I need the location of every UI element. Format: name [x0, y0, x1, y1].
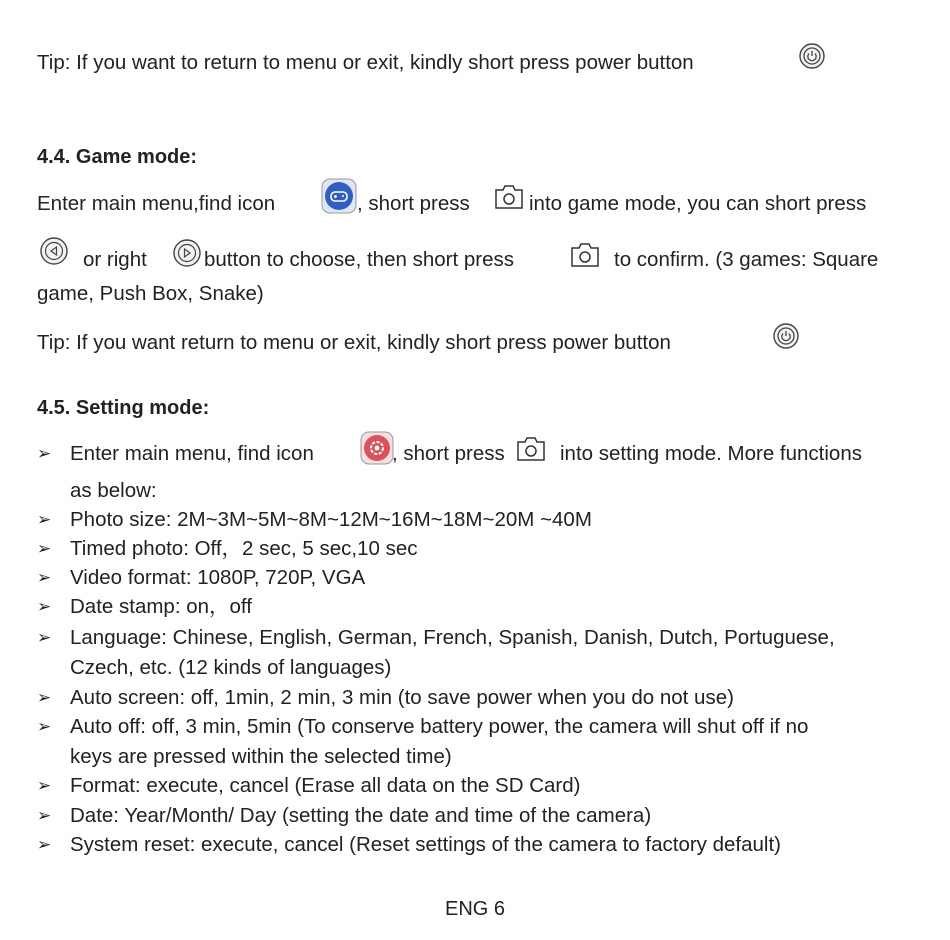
bullet-arrow-icon: ➢ [37, 688, 52, 707]
game-mode-text-c [529, 191, 866, 217]
setting-mode-heading: 4.5. Setting mode: [37, 397, 210, 419]
tip-text: Tip: If you want to return to menu or exit, kindly short press power button [37, 51, 694, 74]
game-mode-text-or-right [83, 247, 147, 273]
camera-button-icon [570, 242, 600, 268]
list-item-text: Timed photo: Off，2 sec, 5 sec,10 sec [70, 537, 418, 560]
bullet-arrow-icon: ➢ [37, 717, 52, 736]
bullet-arrow-icon: ➢ [37, 628, 52, 647]
list-item-continuation: keys are pressed within the selected time) [70, 745, 452, 768]
text-segment: Enter main menu, find icon [70, 442, 314, 465]
text-segment: as below: [70, 479, 157, 502]
setting-text-b [392, 441, 505, 467]
list-item-text: Format: execute, cancel (Erase all data on the SD Card) [70, 774, 581, 797]
text-segment: button to choose, then short press [204, 248, 514, 271]
list-item-text: Date: Year/Month/ Day (setting the date and time of the camera) [70, 804, 652, 827]
tip-return-menu-1 [37, 50, 694, 76]
game-mode-text-b [357, 191, 470, 217]
text-segment: Enter main menu,find icon [37, 192, 276, 215]
camera-button-icon [516, 436, 546, 462]
list-item-text: Auto off: off, 3 min, 5min (To conserve battery power, the camera will shut off if no [70, 715, 809, 738]
text-segment: into game mode, you can short press [529, 192, 867, 215]
text-segment: to confirm. (3 games: Square [614, 248, 879, 271]
power-button-icon [772, 322, 800, 350]
game-mode-paragraph-line-1 [37, 191, 275, 217]
list-item-text: Video format: 1080P, 720P, VGA [70, 566, 366, 589]
bullet-arrow-icon: ➢ [37, 444, 52, 463]
text-segment: into setting mode. More functions [560, 442, 862, 465]
page-number: ENG 6 [444, 898, 506, 920]
bullet-arrow-icon: ➢ [37, 539, 52, 558]
text-segment: , short press [357, 192, 470, 215]
power-button-icon [798, 42, 826, 70]
bullet-arrow-icon: ➢ [37, 597, 52, 616]
setting-text-c [560, 441, 862, 467]
game-mode-paragraph-line-3: game, Push Box, Snake) [37, 282, 264, 305]
right-button-icon [172, 238, 202, 268]
list-item-text: Language: Chinese, English, German, French, Spanish, Danish, Dutch, Portuguese, [70, 626, 835, 649]
settings-icon [360, 431, 394, 465]
list-item-text: Date stamp: on，off [70, 595, 252, 618]
game-icon [321, 178, 357, 214]
setting-text-d [70, 478, 157, 504]
game-mode-heading: 4.4. Game mode: [37, 146, 198, 168]
list-item-continuation: Czech, etc. (12 kinds of languages) [70, 656, 392, 679]
list-item-text: Photo size: 2M~3M~5M~8M~12M~16M~18M~20M ~40M [70, 508, 592, 531]
bullet-arrow-icon: ➢ [37, 510, 52, 529]
list-item-text: System reset: execute, cancel (Reset settings of the camera to factory default) [70, 833, 781, 856]
bullet-arrow-icon: ➢ [37, 835, 52, 854]
list-item-text: Auto screen: off, 1min, 2 min, 3 min (to save power when you do not use) [70, 686, 734, 709]
text-segment: or right [83, 248, 147, 271]
bullet-arrow-icon: ➢ [37, 776, 52, 795]
game-mode-text-choose [204, 247, 514, 273]
left-button-icon [39, 236, 69, 266]
bullet-arrow-icon: ➢ [37, 568, 52, 587]
camera-button-icon [494, 184, 524, 210]
bullet-arrow-icon: ➢ [37, 806, 52, 825]
tip-text: Tip: If you want return to menu or exit, kindly short press power button [37, 331, 671, 354]
tip-return-menu-2 [37, 330, 671, 356]
game-mode-text-confirm [614, 247, 878, 273]
text-segment: , short press [392, 442, 505, 465]
